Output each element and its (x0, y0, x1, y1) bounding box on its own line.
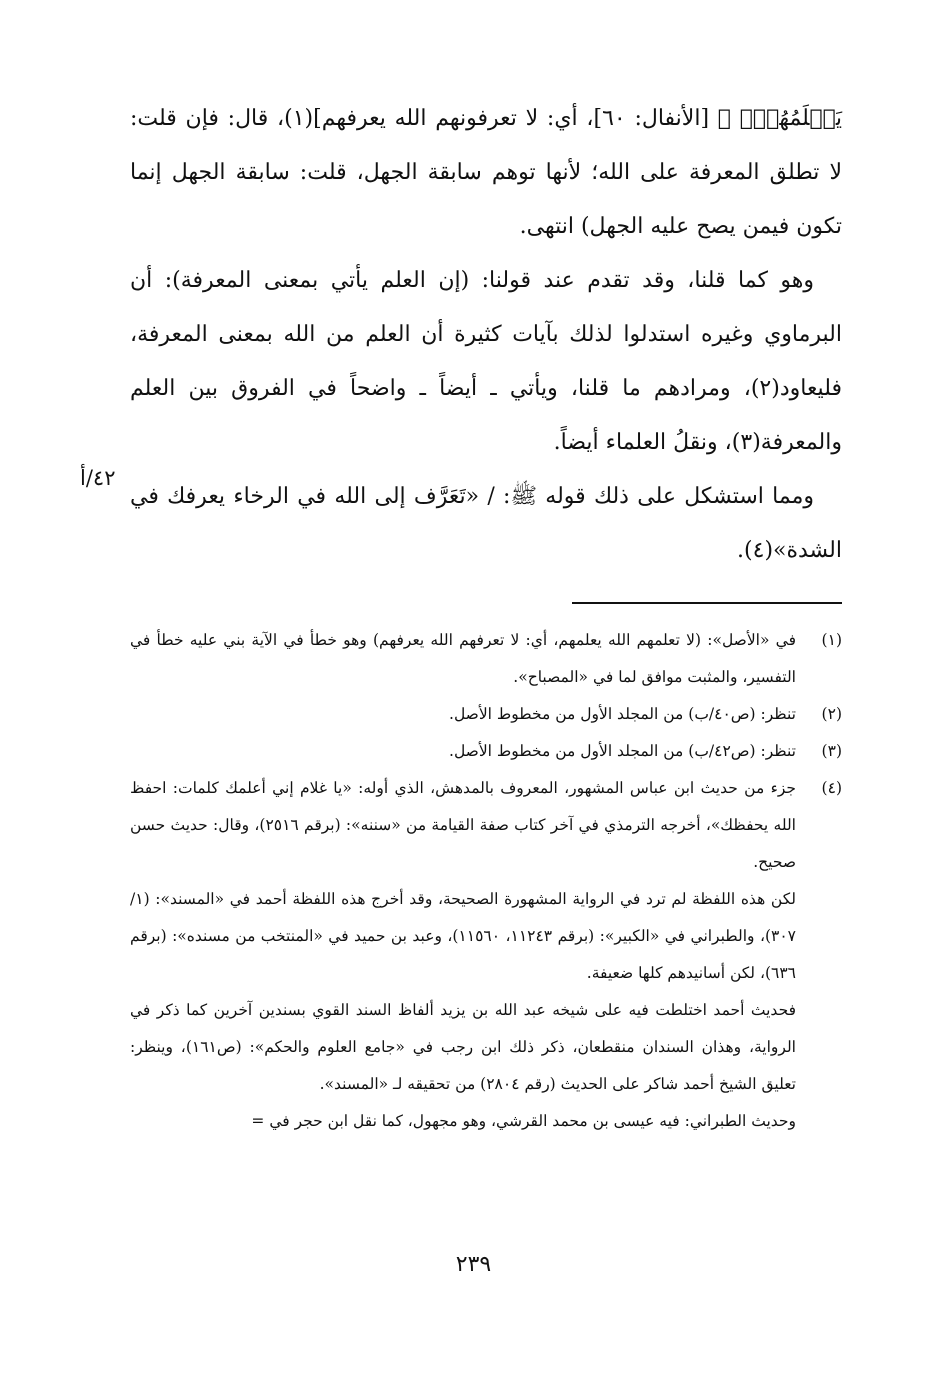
body-paragraph-1: يَعۡلَمُهُمۡۚ ﴾ [الأنفال: ٦٠]، أي: لا تعرفونهم الله يعرفهم](١)، قال: فإن قلت: لا تطلق المعرفة على الله؛ لأنها توهم سابقة الجهل، قلت: سابقة الجهل إنما تكون فيمن يصح عليه الجهل) انتهى. (130, 106, 842, 239)
footnote-line: في «الأصل»: (لا تعلمهم الله يعلمهم، أي: لا تعرفهم الله يعرفهم) وهو خطأ في الآية بني عليه خطأ في التفسير، والمثبت موافق لما في «المصباح». (130, 631, 796, 686)
footnote-line: فحديث أحمد اختلطت فيه على شيخه عبد الله بن يزيد ألفاظ السند القوي بسندين آخرين كما ذكر في الرواية، وهذان السندان منقطعان، ذكر ذلك ابن رجب في «جامع العلوم والحكم»: (ص١٦١)، وينظر: تعليق الشيخ أحمد شاكر على الحديث (رقم ٢٨٠٤) من تحقيقه لـ «المسند». (130, 1001, 796, 1093)
footnote-line: تنظر: (ص٤٢/ب) من المجلد الأول من مخطوط الأصل. (449, 742, 796, 760)
footnotes (130, 622, 842, 1140)
footnote-text (130, 696, 796, 733)
footnote-number: (٢) (821, 705, 842, 723)
footnote-text (130, 622, 796, 696)
footnote-line: لكن هذه اللفظة لم ترد في الرواية المشهورة الصحيحة، وقد أخرج هذه اللفظة أحمد في «المسند»: (١/ ٣٠٧)، والطبراني في «الكبير»: (برقم ١١٢٤٣، ١١٥٦٠)، وعبد بن حميد في «المنتخب من مسنده»: (برقم ٦٣٦)، لكن أسانيدهم كلها ضعيفة. (130, 890, 796, 982)
footnote-line: تنظر: (ص٤٠/ب) من المجلد الأول من مخطوط الأصل. (449, 705, 796, 723)
footnote-4 (130, 770, 842, 1140)
footnote-number: (١) (821, 631, 842, 649)
footnote-3 (130, 733, 842, 770)
body-paragraph-3: ومما استشكل على ذلك قوله ﷺ: / «تَعَرَّف إلى الله في الرخاء يعرفك في الشدة»(٤). (130, 484, 842, 563)
body-paragraph-2: وهو كما قلنا، وقد تقدم عند قولنا: (إن العلم يأتي بمعنى المعرفة): أن البرماوي وغيره استدلوا لذلك بآيات كثيرة أن العلم من الله بمعنى المعرفة، فليعاود(٢)، ومرادهم ما قلنا، ويأتي ـ أيضاً ـ واضحاً في الفروق بين العلم والمعرفة(٣)، ونقلُ العلماء أيضاً. (130, 268, 842, 455)
manuscript-folio-marker: ٤٢/أ (80, 466, 116, 490)
footnote-text (130, 733, 796, 770)
footnote-text (130, 770, 796, 1140)
footnote-1 (130, 622, 842, 696)
footnote-number: (٤) (821, 779, 842, 797)
footnote-line: وحديث الطبراني: فيه عيسى بن محمد القرشي، وهو مجهول، كما نقل ابن حجر في = (251, 1112, 796, 1130)
footnote-2 (130, 696, 842, 733)
page-number: ٢٣٩ (455, 1252, 492, 1277)
footnote-separator (572, 602, 842, 604)
footnote-line: جزء من حديث ابن عباس المشهور، المعروف بالمدهش، الذي أوله: «يا غلام إني أعلمك كلمات: احفظ الله يحفظك»، أخرجه الترمذي في آخر كتاب صفة القيامة من «سننه»: (برقم ٢٥١٦)، وقال: حديث حسن صحيح. (130, 779, 796, 871)
footnote-number: (٣) (821, 742, 842, 760)
main-text (130, 92, 842, 578)
